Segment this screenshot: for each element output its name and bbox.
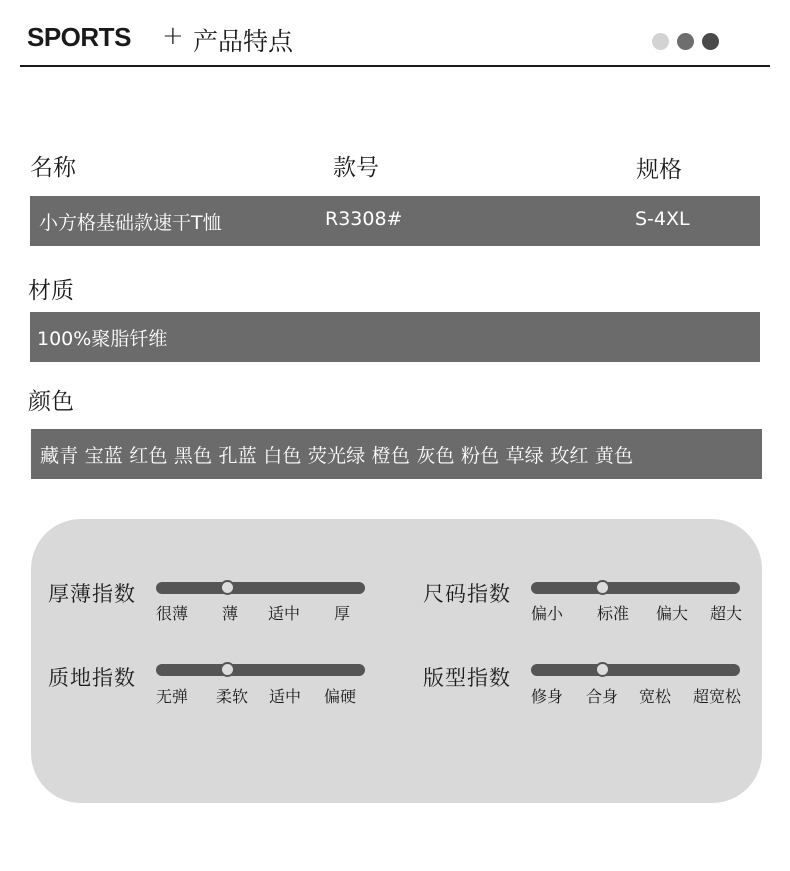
size-tick: 标准 bbox=[597, 604, 630, 623]
header-divider bbox=[20, 65, 770, 67]
thickness-index-label: 厚薄指数 bbox=[48, 582, 136, 606]
decor-dot-dark bbox=[702, 33, 719, 50]
size-index-label: 尺码指数 bbox=[423, 582, 511, 606]
decor-dot-light bbox=[652, 33, 669, 50]
size-tick: 偏小 bbox=[531, 604, 564, 623]
fit-tick: 合身 bbox=[586, 687, 619, 706]
page-title: 产品特点 bbox=[193, 27, 294, 56]
brand-logo-text: SPORTS bbox=[27, 22, 131, 52]
thickness-tick: 很薄 bbox=[156, 604, 189, 623]
size-tick: 偏大 bbox=[656, 604, 689, 623]
thickness-slider-knob bbox=[220, 580, 235, 595]
name-label: 名称 bbox=[30, 155, 76, 181]
name-value: 小方格基础款速干T恤 bbox=[39, 212, 222, 234]
fit-tick: 修身 bbox=[531, 687, 564, 706]
info-bar bbox=[30, 196, 760, 246]
code-value: R3308# bbox=[325, 208, 403, 230]
texture-index-label: 质地指数 bbox=[48, 666, 136, 690]
texture-slider-knob bbox=[220, 662, 235, 677]
size-slider-knob bbox=[595, 580, 610, 595]
fit-slider-knob bbox=[595, 662, 610, 677]
thickness-tick: 厚 bbox=[334, 604, 351, 623]
plus-sign: + bbox=[162, 21, 184, 51]
size-slider-track bbox=[531, 582, 740, 594]
material-value: 100%聚脂钎维 bbox=[37, 328, 168, 350]
thickness-slider-track bbox=[156, 582, 365, 594]
fit-index-label: 版型指数 bbox=[423, 666, 511, 690]
texture-tick: 偏硬 bbox=[324, 687, 357, 706]
size-tick: 超大 bbox=[710, 604, 743, 623]
texture-tick: 无弹 bbox=[156, 687, 189, 706]
decor-dot-mid bbox=[677, 33, 694, 50]
fit-slider-track bbox=[531, 664, 740, 676]
code-label: 款号 bbox=[333, 155, 379, 181]
material-label: 材质 bbox=[28, 278, 74, 304]
fit-tick: 超宽松 bbox=[693, 687, 742, 706]
material-bar bbox=[30, 312, 760, 362]
indices-panel bbox=[31, 519, 762, 803]
thickness-tick: 薄 bbox=[222, 604, 239, 623]
colors-label: 颜色 bbox=[28, 389, 74, 415]
texture-slider-track bbox=[156, 664, 365, 676]
fit-tick: 宽松 bbox=[639, 687, 672, 706]
colors-bar bbox=[31, 429, 762, 479]
texture-tick: 适中 bbox=[269, 687, 302, 706]
texture-tick: 柔软 bbox=[216, 687, 249, 706]
colors-value: 藏青 宝蓝 红色 黑色 孔蓝 白色 荧光绿 橙色 灰色 粉色 草绿 玫红 黄色 bbox=[40, 445, 634, 467]
size-value: S-4XL bbox=[635, 208, 690, 230]
thickness-tick: 适中 bbox=[268, 604, 301, 623]
size-label: 规格 bbox=[636, 157, 682, 183]
